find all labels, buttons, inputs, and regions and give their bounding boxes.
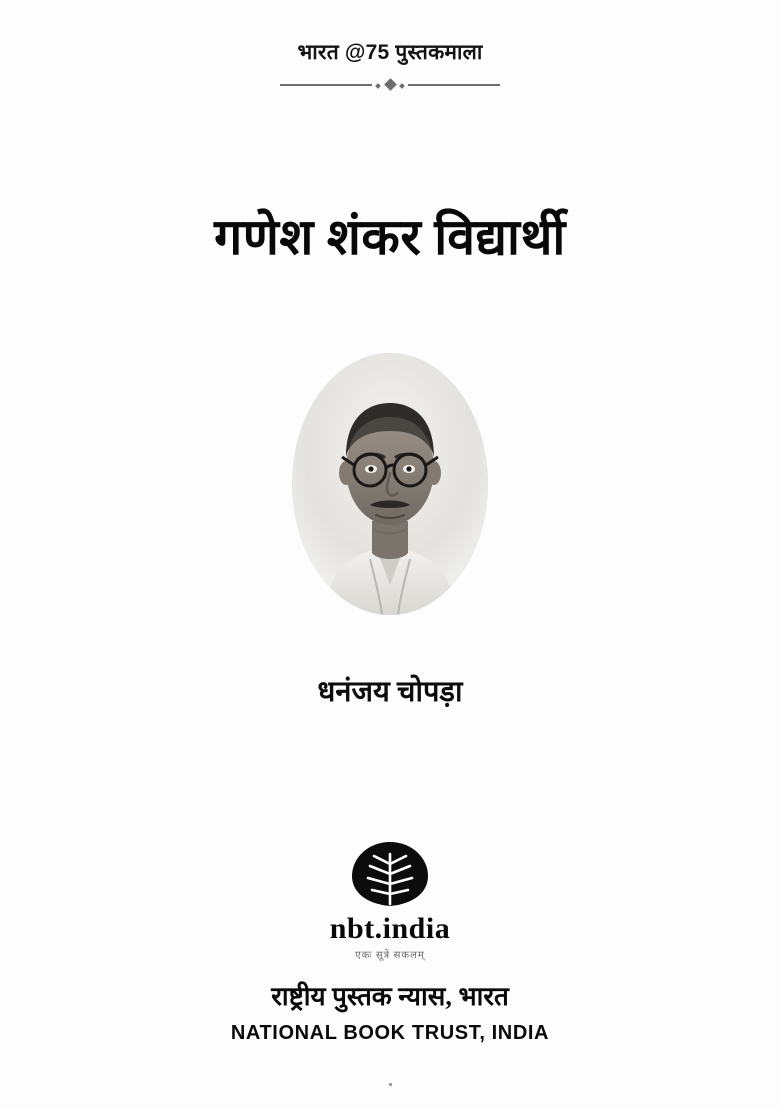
diamond-divider-icon [280, 78, 500, 92]
book-title: गणेश शंकर विद्यार्थी [214, 209, 566, 265]
footer-dot [389, 1083, 392, 1086]
series-title: भारत @75 पुस्तकमाला [297, 41, 483, 64]
publisher-motto: एकः सूत्रे सकलम् [355, 950, 425, 961]
publisher-wordmark: nbt.india [329, 912, 451, 945]
author-name: धनंजय चोपड़ा [317, 675, 463, 708]
series-header [0, 38, 780, 92]
portrait-illustration-icon [292, 353, 488, 615]
publisher-name-hindi: राष्ट्रीय पुस्तक न्यास, भारत [271, 982, 509, 1011]
tree-logo-glyph [344, 838, 436, 910]
portrait-oval-frame [292, 353, 488, 615]
publisher-name-english: NATIONAL BOOK TRUST, INDIA [230, 1022, 550, 1044]
author-portrait [292, 353, 488, 615]
publisher-block [0, 838, 780, 1045]
nbt-tree-logo-icon [344, 838, 436, 910]
